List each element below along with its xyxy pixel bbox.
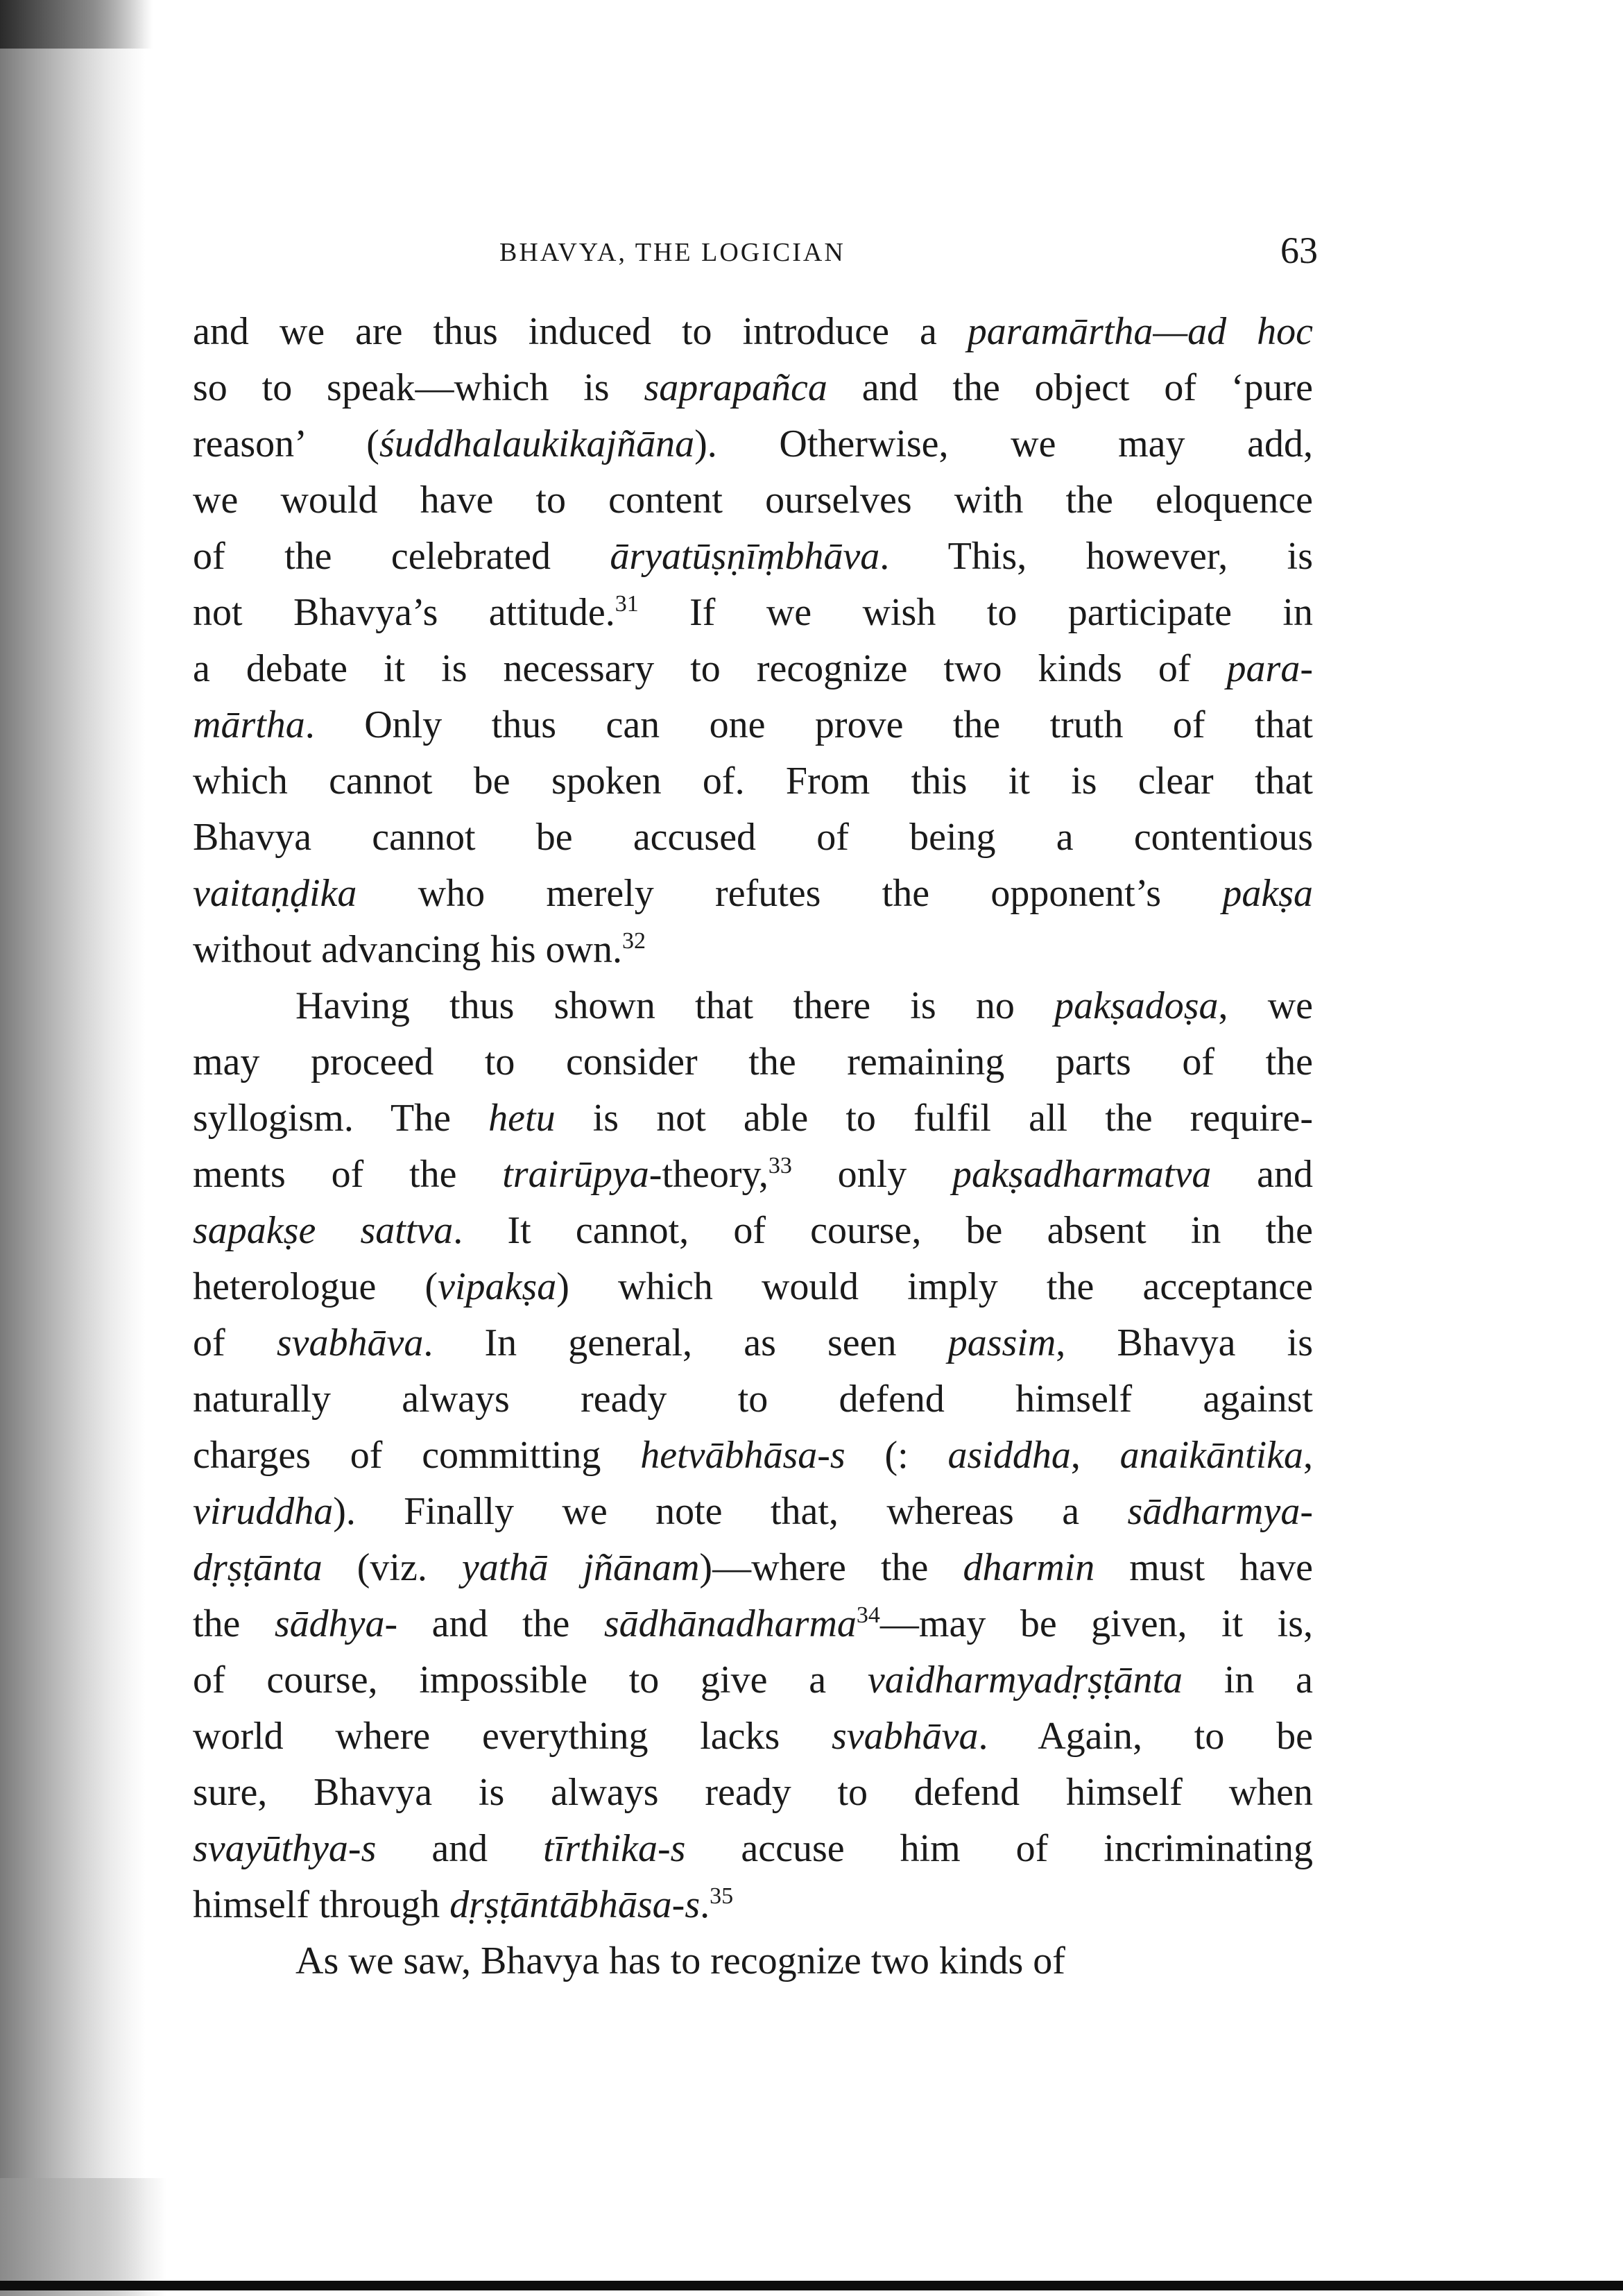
italic-term: dṛṣṭānta xyxy=(193,1546,323,1589)
italic-term: sādharmya- xyxy=(1127,1490,1313,1533)
text-line: svayūthya-s and tīrthika-s accuse him of incriminating xyxy=(193,1827,1313,1870)
italic-term: saprapañca xyxy=(644,366,827,409)
footnote-ref: 32 xyxy=(622,928,646,954)
italic-term: asiddha xyxy=(947,1434,1071,1477)
italic-term: vaidharmyadṛṣṭānta xyxy=(867,1659,1183,1702)
scan-shadow-top-corner xyxy=(0,0,153,49)
text-line: himself through dṛṣṭāntābhāsa-s.$^{35}$ xyxy=(193,1883,734,1926)
italic-term: pakṣadharmatva xyxy=(952,1153,1212,1196)
text-line: mārtha. Only thus can one prove the truth of that xyxy=(193,703,1313,746)
text-line: syllogism. The hetu is not able to fulfil all the require- xyxy=(193,1097,1313,1140)
scan-bottom-edge xyxy=(0,2281,1623,2290)
italic-term: pakṣa xyxy=(1222,872,1313,915)
italic-term: paramārtha—ad hoc xyxy=(967,310,1313,353)
text-line: so to speak—which is saprapañca and the object of ‘pure xyxy=(193,366,1313,409)
text-line: of svabhāva. In general, as seen passim, Bhavya is xyxy=(193,1321,1313,1364)
italic-term: svabhāva xyxy=(832,1715,979,1758)
text-line: which cannot be spoken of. From this it is clear that xyxy=(193,760,1313,803)
text-line: a debate it is necessary to recognize two kinds of para- xyxy=(193,647,1313,690)
text-line: sure, Bhavya is always ready to defend himself when xyxy=(193,1771,1313,1814)
italic-term: sapakṣe sattva xyxy=(193,1209,454,1252)
footnote-ref: 35 xyxy=(710,1883,734,1909)
italic-term: sādhya- xyxy=(274,1602,398,1645)
italic-term: vipakṣa xyxy=(438,1265,557,1308)
text-line: naturally always ready to defend himself against xyxy=(193,1378,1313,1421)
italic-term: vaitaṇḍika xyxy=(193,872,357,915)
text-line: ments of the trairūpya-theory,$^{33}$ only pakṣadharmatva and xyxy=(193,1153,1313,1196)
italic-term: pakṣadoṣa xyxy=(1054,984,1219,1027)
scan-shadow-left-edge xyxy=(0,0,146,2296)
italic-term: śuddhalaukikajñāna xyxy=(379,422,695,465)
footnote-ref: 34 xyxy=(856,1602,880,1628)
italic-term: trairūpya xyxy=(502,1153,649,1196)
scan-shadow-bottom-corner xyxy=(0,2178,166,2296)
text-line: world where everything lacks svabhāva. Again, to be xyxy=(193,1715,1313,1758)
italic-term: hetu xyxy=(488,1097,556,1140)
italic-term: āryatūṣṇīṃbhāva xyxy=(610,535,880,578)
italic-term: mārtha xyxy=(193,703,305,746)
italic-term: para- xyxy=(1226,647,1313,690)
body-text xyxy=(193,304,1313,1989)
running-head: BHAVYA, THE LOGICIAN xyxy=(499,238,845,267)
text-line: may proceed to consider the remaining parts of the xyxy=(193,1040,1313,1083)
italic-term: sādhānadharma xyxy=(603,1602,857,1645)
text-line: heterologue (vipakṣa) which would imply the acceptance xyxy=(193,1265,1313,1308)
italic-term: dharmin xyxy=(963,1546,1095,1589)
text-line: sapakṣe sattva. It cannot, of course, be absent in the xyxy=(193,1209,1313,1252)
text-line: dṛṣṭānta (viz. yathā jñānam)—where the dharmin must have xyxy=(193,1546,1313,1589)
text-line: viruddha). Finally we note that, whereas a sādharmya- xyxy=(193,1490,1313,1533)
text-line: and we are thus induced to introduce a paramārtha—ad hoc xyxy=(193,310,1313,353)
italic-term: svayūthya-s xyxy=(193,1827,377,1870)
text-line: reason’ (śuddhalaukikajñāna). Otherwise, we may add, xyxy=(193,422,1313,465)
italic-term: passim xyxy=(947,1321,1056,1364)
italic-term: dṛṣṭāntābhāsa-s xyxy=(449,1883,701,1926)
italic-term: anaikāntika xyxy=(1119,1434,1303,1477)
text-line: of the celebrated āryatūṣṇīṃbhāva. This, however, is xyxy=(193,535,1313,578)
text-line: Having thus shown that there is no pakṣadoṣa, we xyxy=(295,984,1313,1027)
text-line: As we saw, Bhavya has to recognize two kinds of xyxy=(295,1939,1065,1982)
text-line: of course, impossible to give a vaidharmyadṛṣṭānta in a xyxy=(193,1659,1313,1702)
footnote-ref: 33 xyxy=(768,1153,792,1179)
italic-term: svabhāva xyxy=(276,1321,424,1364)
text-line: we would have to content ourselves with the eloquence xyxy=(193,479,1313,522)
text-line: without advancing his own.$^{32}$ xyxy=(193,928,646,971)
text-line: the sādhya- and the sādhānadharma$^{34}$—may be given, it is, xyxy=(193,1602,1313,1645)
page-number: 63 xyxy=(1280,230,1318,271)
footnote-ref: 31 xyxy=(615,591,639,617)
page-header xyxy=(499,229,1318,284)
text-line: vaitaṇḍika who merely refutes the opponent’s pakṣa xyxy=(193,872,1313,915)
italic-term: hetvābhāsa-s xyxy=(640,1434,845,1477)
text-line: charges of committing hetvābhāsa-s (: asiddha, anaikāntika, xyxy=(193,1434,1313,1477)
italic-term: yathā jñānam xyxy=(461,1546,700,1589)
text-line: Bhavya cannot be accused of being a contentious xyxy=(193,816,1313,859)
italic-term: viruddha xyxy=(193,1490,334,1533)
text-line: not Bhavya’s attitude.$^{31}$ If we wish to participate in xyxy=(193,591,1313,634)
italic-term: tīrthika-s xyxy=(543,1827,686,1870)
